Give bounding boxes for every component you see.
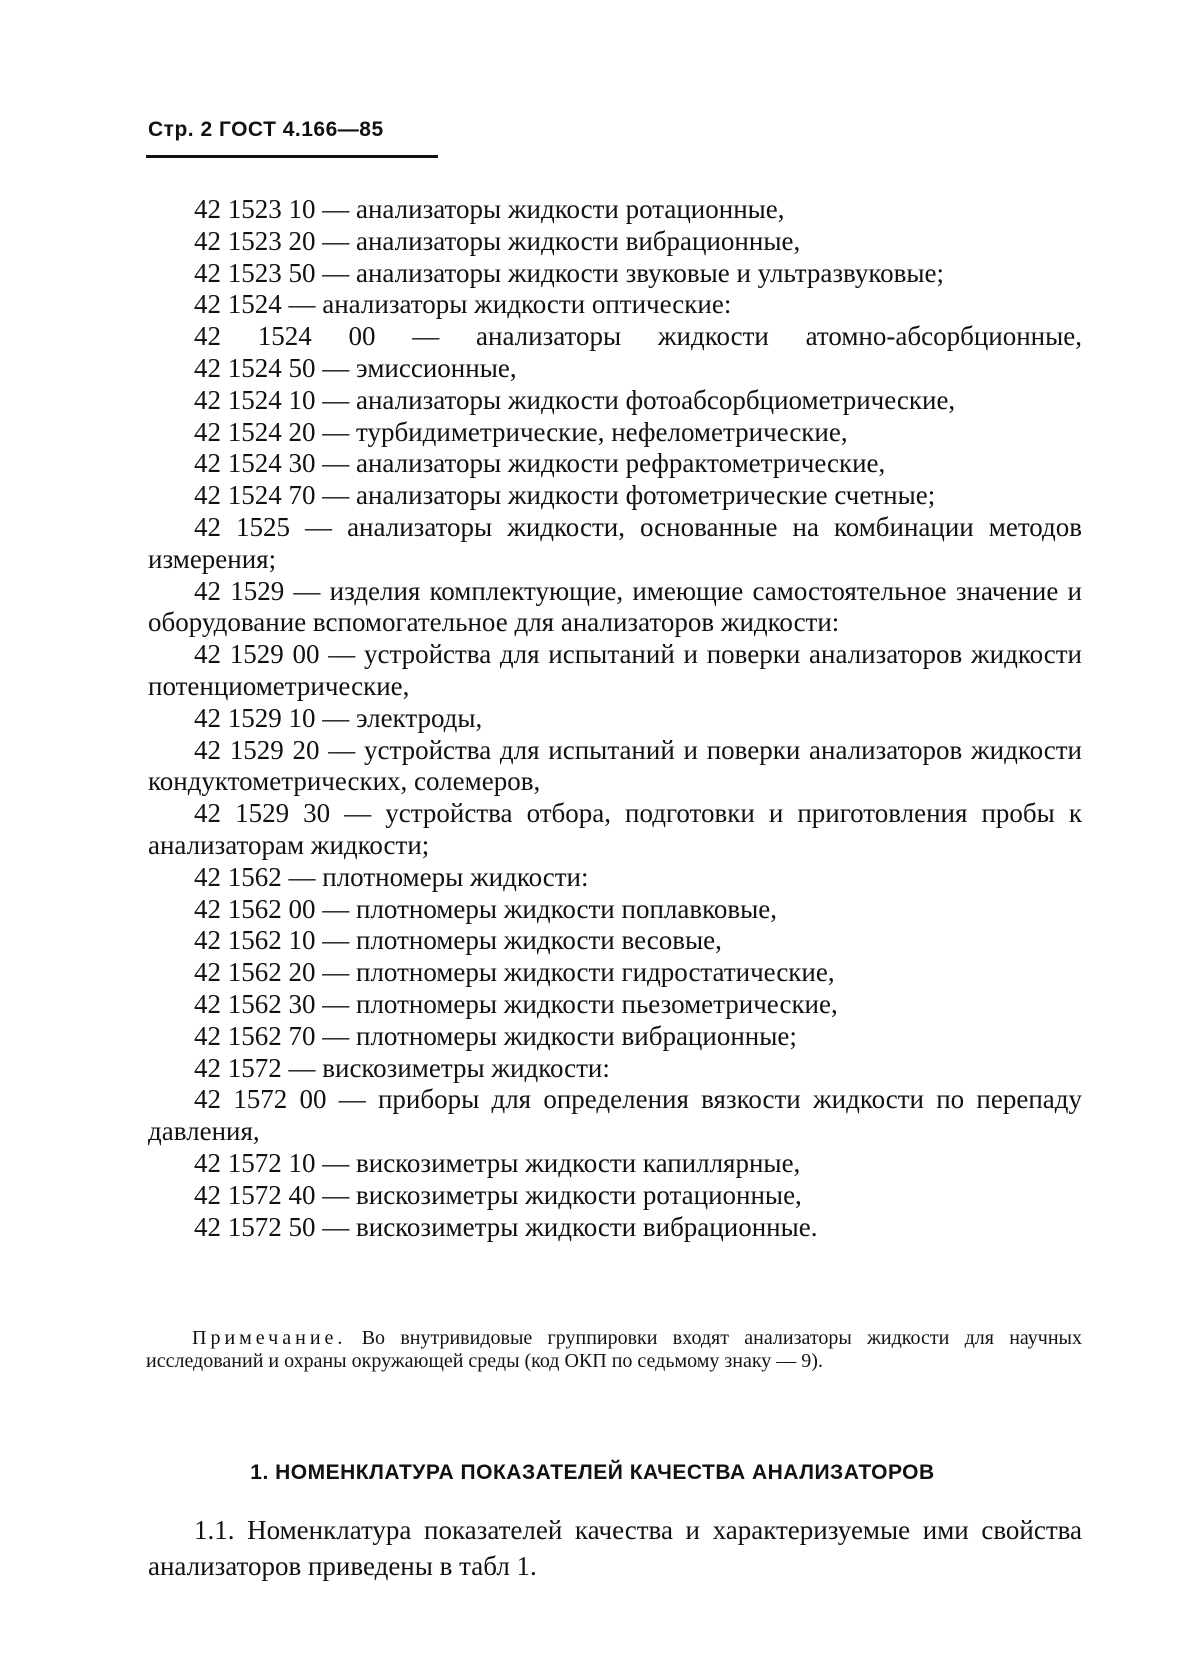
list-item: 42 1523 20 — анализаторы жидкости вибрационные, bbox=[194, 225, 801, 256]
section-title: 1. НОМЕНКЛАТУРА ПОКАЗАТЕЛЕЙ КАЧЕСТВА АНАЛИЗАТОРОВ bbox=[250, 1461, 935, 1484]
list-item: 42 1524 70 — анализаторы жидкости фотометрические счетные; bbox=[194, 480, 936, 511]
note bbox=[146, 1327, 1082, 1373]
list-item: 42 1525 — анализаторы жидкости, основанные на комбинации методов измерения; bbox=[148, 511, 1082, 574]
list-item: 42 1562 — плотномеры жидкости: bbox=[194, 861, 589, 892]
list-item: 42 1572 — вискозиметры жидкости: bbox=[194, 1052, 610, 1083]
list-item: 42 1572 00 — приборы для определения вязкости жидкости по перепаду давления, bbox=[148, 1084, 1082, 1147]
list-item: 42 1572 40 — вискозиметры жидкости ротационные, bbox=[194, 1179, 802, 1210]
list-item: 42 1524 50 — эмиссионные, bbox=[194, 352, 517, 383]
list-item: 42 1523 50 — анализаторы жидкости звуковые и ультразвуковые; bbox=[194, 257, 944, 288]
list-item: 42 1562 20 — плотномеры жидкости гидростатические, bbox=[194, 957, 835, 988]
list-item: 42 1524 20 — турбидиметрические, нефелометрические, bbox=[194, 416, 848, 447]
note-text: Во внутривидовые группировки входят анализаторы жидкости для научных исследований и охраны окружающей среды (код ОКП по седьмому знаку — 9). bbox=[146, 1327, 1082, 1372]
classification-list bbox=[148, 194, 1082, 1243]
list-item: 42 1572 10 — вискозиметры жидкости капиллярные, bbox=[194, 1147, 801, 1178]
section-text: 1.1. Номенклатура показателей качества и характеризуемые ими свойства анализаторов приведены в табл 1. bbox=[148, 1515, 1082, 1581]
list-item: 42 1529 — изделия комплектующие, имеющие самостоятельное значение и оборудование вспомогательное для анализаторов жидкости: bbox=[148, 575, 1082, 638]
note-label: Примечание. bbox=[192, 1327, 347, 1349]
list-item: 42 1524 — анализаторы жидкости оптические: bbox=[194, 289, 732, 320]
header-rule bbox=[146, 155, 438, 158]
list-item: 42 1562 30 — плотномеры жидкости пьезометрические, bbox=[194, 988, 838, 1019]
page-header: Стр. 2 ГОСТ 4.166—85 bbox=[148, 118, 384, 141]
list-item: 42 1572 50 — вискозиметры жидкости вибрационные. bbox=[194, 1211, 818, 1242]
list-item: 42 1529 30 — устройства отбора, подготовки и приготовления пробы к анализаторам жидкости; bbox=[148, 798, 1082, 860]
list-item: 42 1562 10 — плотномеры жидкости весовые, bbox=[194, 925, 722, 956]
list-item: 42 1524 00 — анализаторы жидкости атомно-абсорбционные, bbox=[194, 321, 1082, 352]
list-item: 42 1529 10 — электроды, bbox=[194, 702, 483, 733]
section-paragraph bbox=[148, 1512, 1082, 1584]
list-item: 42 1562 00 — плотномеры жидкости поплавковые, bbox=[194, 893, 777, 924]
list-item: 42 1524 30 — анализаторы жидкости рефрактометрические, bbox=[194, 448, 886, 479]
list-item: 42 1524 10 — анализаторы жидкости фотоабсорбциометрические, bbox=[194, 384, 956, 415]
list-item: 42 1529 00 — устройства для испытаний и поверки анализаторов жидкости потенциометрические, bbox=[148, 639, 1082, 701]
list-item: 42 1523 10 — анализаторы жидкости ротационные, bbox=[194, 194, 785, 224]
list-item: 42 1529 20 — устройства для испытаний и поверки анализаторов жидкости кондуктометрических, солемеров, bbox=[148, 734, 1082, 797]
list-item: 42 1562 70 — плотномеры жидкости вибрационные; bbox=[194, 1020, 797, 1051]
